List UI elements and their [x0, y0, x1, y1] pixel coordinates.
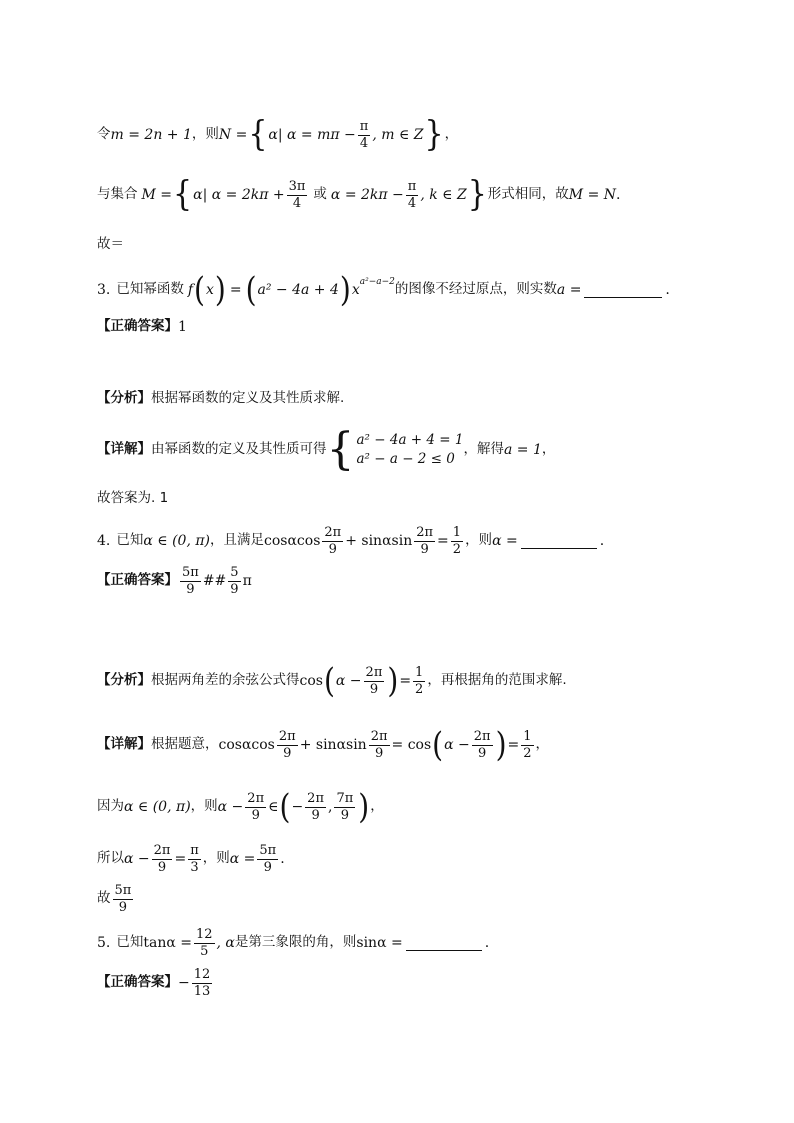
answer-value: 1 [178, 319, 187, 335]
question-4: 4. 已知 α ∈ (0, π) ，且满足 cosαcos $\frac{2\pi}{9}$ + sinαsin $\frac{2\pi}{9}$ = $\frac{1}{2}$ ，则 α = . [97, 525, 605, 557]
fraction: $\frac{\pi}{4}$ [359, 119, 369, 151]
answer-5: 【正确答案】 − $\frac{12}{13}$ [97, 967, 211, 999]
question-5: 5. 已知 tanα = $\frac{12}{5}$ , α 是第三象限的角，则 sinα = . [97, 927, 490, 959]
answer-label: 【正确答案】 [97, 318, 178, 335]
equation-system: { a² − 4a + 4 = 1 a² − a − 2 ≤ 0 [326, 424, 464, 475]
right-brace: } [467, 174, 487, 215]
conclusion-4: 故 $\frac{5\pi}{9}$ [97, 883, 132, 915]
line-n-set [97, 114, 459, 155]
text-ze: ，则 [191, 126, 219, 143]
math-set-tail: , m ∈ Z [372, 127, 424, 144]
answer-4: 【正确答案】 $\frac{5\pi}{9}$ ## $\frac{5}{9}$ π [97, 565, 252, 597]
conclusion-3: 故答案为. 1 [97, 490, 169, 506]
math-m-eq: m = 2n + 1 [110, 127, 192, 144]
fraction: $\frac{3\pi}{4}$ [288, 179, 306, 211]
question-number: 3. [97, 282, 111, 298]
text-yu: 与集合 [97, 186, 138, 203]
line-gu [97, 238, 124, 252]
math-mn: M = N [568, 187, 617, 204]
math-s1: α| α = 2kπ + [193, 187, 285, 204]
left-brace: { [248, 114, 268, 155]
analysis-4: 【分析】 根据两角差的余弦公式得 cos ( α − $\frac{2\pi}{9}$ ) = $\frac{1}{2}$ ，再根据角的范围求解. [97, 660, 567, 701]
math-s3: , k ∈ Z [420, 187, 467, 204]
analysis-label: 【分析】 [97, 390, 151, 406]
answer-3 [97, 320, 187, 334]
because-4: 因为 α ∈ (0, π) ，则 α − $\frac{2\pi}{9}$ ∈ ( − $\frac{2\pi}{9}$ , $\frac{7\pi}{9}$ ) ， [97, 786, 384, 827]
question-3: 3. 已知幂函数 f ( x ) = ( a² − 4a + 4 ) x a²−a−2 的图像不经过原点，则实数 a = . [97, 269, 670, 310]
math-m-eq: M = [141, 187, 173, 204]
answer-blank [406, 936, 482, 951]
answer-blank [584, 283, 662, 298]
detail-label: 【详解】 [97, 736, 151, 753]
analysis-label: 【分析】 [97, 672, 151, 689]
text-huo: 或 [313, 186, 327, 203]
question-number: 5. [97, 935, 111, 952]
right-brace: } [424, 114, 444, 155]
text-end: ， [444, 126, 459, 143]
line-m-set: 与集合 M = { α| α = 2kπ + $\frac{3\pi}{4}$ 或 α = 2kπ − $\frac{\pi}{4}$ , k ∈ Z } 形式相同，故 M = N . [97, 174, 621, 215]
math-set-head: α| α = mπ − [268, 127, 356, 144]
detail-4: 【详解】 根据题意， cosαcos $\frac{2\pi}{9}$ + sinαsin $\frac{2\pi}{9}$ = cos ( α − $\frac{2\pi}{9}$ ) = $\frac{1}{2}$ ， [97, 724, 550, 765]
answer-label: 【正确答案】 [97, 974, 178, 991]
math-n-eq: N = [218, 127, 248, 144]
therefore-4: 所以 α − $\frac{2\pi}{9}$ = $\frac{\pi}{3}$ ，则 α = $\frac{5\pi}{9}$ . [97, 843, 285, 875]
exponent: a²−a−2 [359, 276, 395, 287]
answer-blank [521, 534, 597, 549]
math-s2: α = 2kπ − [330, 187, 404, 204]
detail-label: 【详解】 [97, 441, 151, 458]
text-ling: 令 [97, 126, 111, 143]
text-gu: 故＝ [97, 236, 124, 252]
detail-3: 【详解】 由幂函数的定义及其性质可得 { a² − 4a + 4 = 1 a² − a − 2 ≤ 0 ，解得 a = 1 ， [97, 424, 556, 475]
analysis-3: 【分析】 根据幂函数的定义及其性质求解. [97, 390, 345, 406]
answer-label: 【正确答案】 [97, 572, 178, 589]
question-number: 4. [97, 533, 111, 550]
left-brace: { [173, 174, 193, 215]
fraction: $\frac{\pi}{4}$ [407, 179, 417, 211]
text-tail: 形式相同，故 [487, 186, 569, 203]
